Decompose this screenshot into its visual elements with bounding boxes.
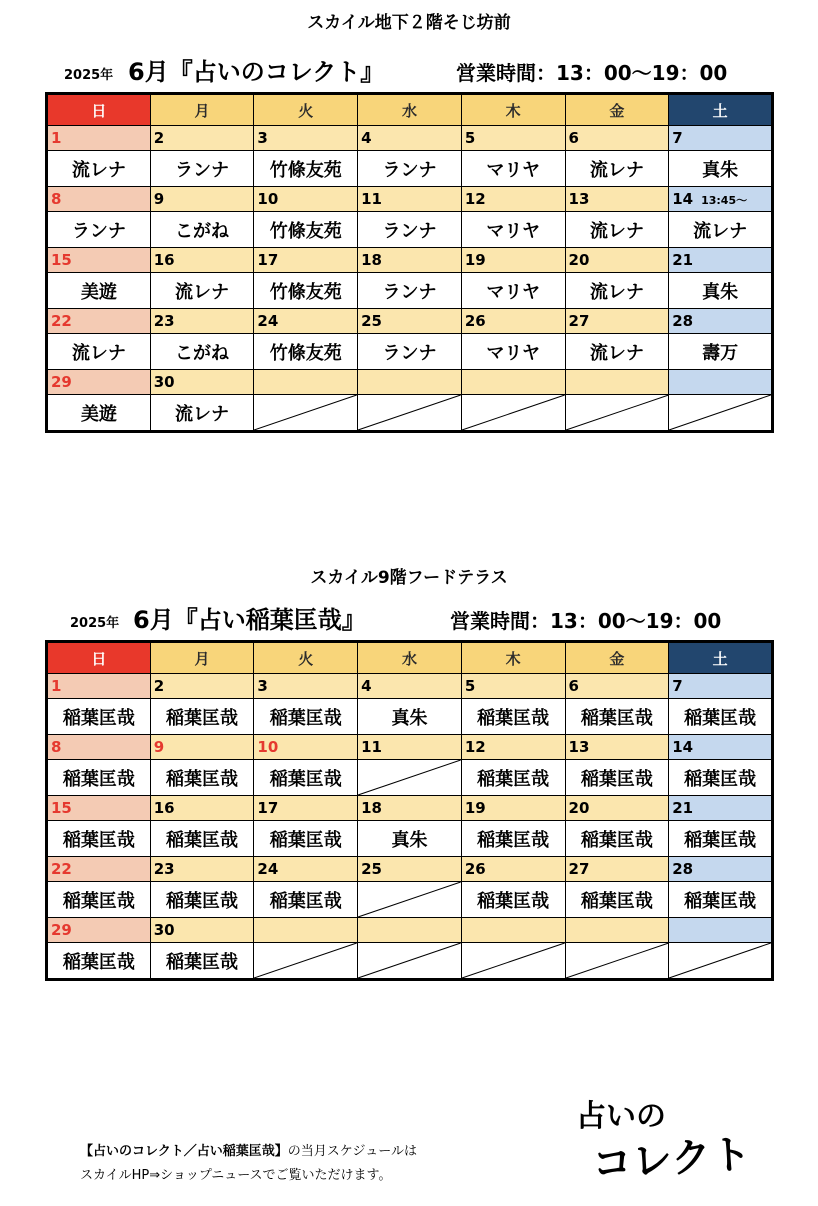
fortune-teller-name: 稲葉匡哉 <box>47 821 151 857</box>
closed-slash-cell <box>254 943 358 980</box>
location-title-2: スカイル9階フードテラス <box>310 568 508 588</box>
schedule-title-2: 6月『占い稲葉匡哉』 <box>133 606 366 634</box>
date-cell: 25 <box>358 309 462 334</box>
weekday-fri: 金 <box>565 642 669 674</box>
date-cell: 15 <box>47 248 151 273</box>
fortune-teller-name: マリヤ <box>461 273 565 309</box>
date-cell: 14 <box>669 735 773 760</box>
logo-text-line-1: 占いの <box>576 1099 666 1134</box>
date-cell-empty <box>461 370 565 395</box>
business-hours-1: 営業時間：13：00〜19：00 <box>456 61 728 85</box>
date-cell: 29 <box>47 918 151 943</box>
fortune-teller-name: 美遊 <box>47 273 151 309</box>
date-row <box>47 126 773 151</box>
date-cell: 20 <box>565 248 669 273</box>
date-cell: 18 <box>358 248 462 273</box>
date-cell: 2 <box>150 674 254 699</box>
weekday-mon: 月 <box>150 94 254 126</box>
date-cell: 16 <box>150 796 254 821</box>
date-cell: 22 <box>47 857 151 882</box>
date-cell: 28 <box>669 309 773 334</box>
date-cell: 6 <box>565 674 669 699</box>
calendar-table-1 <box>45 92 774 433</box>
closed-slash-cell <box>461 395 565 432</box>
date-cell: 8 <box>47 187 151 212</box>
date-cell: 24 <box>254 857 358 882</box>
year-label-1: 2025年 <box>64 68 114 83</box>
date-cell: 13 <box>565 187 669 212</box>
date-cell: 24 <box>254 309 358 334</box>
date-cell: 10 <box>254 187 358 212</box>
weekday-wed: 水 <box>358 94 462 126</box>
fortune-teller-name: 流レナ <box>150 395 254 432</box>
date-cell-holiday: 9 <box>150 735 254 760</box>
footer-line-2: スカイルHP⇒ショップニュースでご覧いただけます。 <box>80 1168 392 1183</box>
closed-slash-cell <box>358 882 462 918</box>
fortune-teller-name: 稲葉匡哉 <box>150 760 254 796</box>
fortune-teller-name: 稲葉匡哉 <box>461 882 565 918</box>
fortune-teller-name: 流レナ <box>150 273 254 309</box>
closed-slash-cell <box>565 943 669 980</box>
fortune-teller-name: 稲葉匡哉 <box>669 882 773 918</box>
fortune-teller-name: 竹條友苑 <box>254 212 358 248</box>
fortune-teller-name: マリヤ <box>461 151 565 187</box>
weekday-sun: 日 <box>47 642 151 674</box>
fortune-teller-name: 稲葉匡哉 <box>150 943 254 980</box>
weekday-thu: 木 <box>461 94 565 126</box>
date-number: 14 <box>672 190 694 208</box>
closed-slash-cell <box>358 395 462 432</box>
fortune-teller-name: ランナ <box>358 273 462 309</box>
date-row <box>47 248 773 273</box>
fortune-teller-name: 稲葉匡哉 <box>461 760 565 796</box>
fortune-teller-name: 流レナ <box>565 212 669 248</box>
schedule-title-1: 6月『占いのコレクト』 <box>128 58 385 86</box>
fortune-teller-name: 流レナ <box>47 334 151 370</box>
date-cell: 23 <box>150 857 254 882</box>
date-cell-empty <box>461 918 565 943</box>
fortune-teller-name: 稲葉匡哉 <box>254 760 358 796</box>
date-row <box>47 918 773 943</box>
fortune-teller-name: 稲葉匡哉 <box>254 882 358 918</box>
name-row <box>47 212 773 248</box>
location-title-1: スカイル地下２階そじ坊前 <box>307 13 511 33</box>
weekday-tue: 火 <box>254 94 358 126</box>
closed-slash-cell <box>358 760 462 796</box>
date-cell: 17 <box>254 796 358 821</box>
date-cell: 3 <box>254 674 358 699</box>
date-cell: 11 <box>358 187 462 212</box>
date-cell: 26 <box>461 309 565 334</box>
date-cell: 9 <box>150 187 254 212</box>
fortune-teller-name: 稲葉匡哉 <box>47 760 151 796</box>
date-cell: 4 <box>358 126 462 151</box>
fortune-teller-name: 真朱 <box>358 699 462 735</box>
fortune-teller-name: 流レナ <box>669 212 773 248</box>
fortune-teller-name: 流レナ <box>565 273 669 309</box>
name-row <box>47 334 773 370</box>
fortune-teller-name: 稲葉匡哉 <box>669 821 773 857</box>
fortune-teller-name: 真朱 <box>358 821 462 857</box>
date-cell-empty <box>358 918 462 943</box>
weekday-thu: 木 <box>461 642 565 674</box>
date-cell-empty <box>254 370 358 395</box>
date-row <box>47 187 773 212</box>
fortune-teller-name: ランナ <box>150 151 254 187</box>
fortune-teller-name: ランナ <box>47 212 151 248</box>
date-cell: 7 <box>669 126 773 151</box>
date-cell: 20 <box>565 796 669 821</box>
date-cell: 21 <box>669 796 773 821</box>
date-cell: 6 <box>565 126 669 151</box>
start-time-note: 13:45〜 <box>701 194 748 207</box>
name-row <box>47 395 773 432</box>
fortune-teller-name: 稲葉匡哉 <box>565 760 669 796</box>
fortune-teller-name: 流レナ <box>565 151 669 187</box>
fortune-teller-name: 美遊 <box>47 395 151 432</box>
fortune-teller-name: 真朱 <box>669 151 773 187</box>
closed-slash-cell <box>358 943 462 980</box>
weekday-mon: 月 <box>150 642 254 674</box>
fortune-teller-name: 稲葉匡哉 <box>150 699 254 735</box>
date-row <box>47 735 773 760</box>
fortune-teller-name: ランナ <box>358 212 462 248</box>
date-cell <box>669 187 773 212</box>
fortune-teller-name: 稲葉匡哉 <box>669 760 773 796</box>
fortune-teller-name: 稲葉匡哉 <box>565 699 669 735</box>
weekday-sat: 土 <box>669 94 773 126</box>
name-row <box>47 699 773 735</box>
fortune-teller-name: ランナ <box>358 151 462 187</box>
weekday-fri: 金 <box>565 94 669 126</box>
fortune-teller-name: 竹條友苑 <box>254 273 358 309</box>
date-cell: 5 <box>461 674 565 699</box>
footer-line-1-rest: の当月スケジュールは <box>287 1144 417 1159</box>
date-cell: 30 <box>150 370 254 395</box>
date-cell: 3 <box>254 126 358 151</box>
fortune-teller-name: 稲葉匡哉 <box>254 699 358 735</box>
business-hours-2: 営業時間：13：00〜19：00 <box>450 609 722 633</box>
date-cell-empty <box>565 918 669 943</box>
date-cell: 4 <box>358 674 462 699</box>
name-row <box>47 943 773 980</box>
date-cell: 15 <box>47 796 151 821</box>
fortune-teller-name: 壽万 <box>669 334 773 370</box>
date-cell: 7 <box>669 674 773 699</box>
date-cell: 2 <box>150 126 254 151</box>
date-row <box>47 370 773 395</box>
date-cell: 27 <box>565 309 669 334</box>
date-cell: 19 <box>461 796 565 821</box>
date-cell: 5 <box>461 126 565 151</box>
calendar-table-2 <box>45 640 774 981</box>
date-cell: 8 <box>47 735 151 760</box>
date-row <box>47 857 773 882</box>
date-cell-empty <box>358 370 462 395</box>
date-cell: 29 <box>47 370 151 395</box>
fortune-teller-name: 稲葉匡哉 <box>47 699 151 735</box>
name-row <box>47 760 773 796</box>
date-cell-empty <box>565 370 669 395</box>
date-cell-empty <box>669 370 773 395</box>
closed-slash-cell <box>669 943 773 980</box>
footer-line-1 <box>80 1140 417 1164</box>
date-cell: 28 <box>669 857 773 882</box>
date-cell: 30 <box>150 918 254 943</box>
date-cell: 1 <box>47 126 151 151</box>
fortune-teller-name: 稲葉匡哉 <box>150 821 254 857</box>
fortune-teller-name: マリヤ <box>461 334 565 370</box>
date-cell: 1 <box>47 674 151 699</box>
date-cell: 11 <box>358 735 462 760</box>
date-row <box>47 796 773 821</box>
date-cell: 13 <box>565 735 669 760</box>
closed-slash-cell <box>254 395 358 432</box>
year-label-2: 2025年 <box>70 616 120 631</box>
fortune-teller-name: 稲葉匡哉 <box>565 882 669 918</box>
weekday-sun: 日 <box>47 94 151 126</box>
date-cell: 25 <box>358 857 462 882</box>
date-cell: 17 <box>254 248 358 273</box>
fortune-teller-name: 稲葉匡哉 <box>47 943 151 980</box>
weekday-header-row <box>47 642 773 674</box>
fortune-teller-name: 稲葉匡哉 <box>669 699 773 735</box>
fortune-teller-name: 稲葉匡哉 <box>461 699 565 735</box>
name-row <box>47 821 773 857</box>
fortune-teller-name: 竹條友苑 <box>254 151 358 187</box>
closed-slash-cell <box>669 395 773 432</box>
date-cell: 19 <box>461 248 565 273</box>
fortune-teller-name: 真朱 <box>669 273 773 309</box>
name-row <box>47 273 773 309</box>
date-cell: 23 <box>150 309 254 334</box>
date-cell: 12 <box>461 735 565 760</box>
fortune-teller-name: 竹條友苑 <box>254 334 358 370</box>
fortune-teller-name: 稲葉匡哉 <box>565 821 669 857</box>
footer-bold-title: 【占いのコレクト／占い稲葉匡哉】 <box>80 1144 288 1159</box>
date-cell: 16 <box>150 248 254 273</box>
date-cell: 18 <box>358 796 462 821</box>
date-cell-holiday: 10 <box>254 735 358 760</box>
date-cell-empty <box>669 918 773 943</box>
name-row <box>47 882 773 918</box>
fortune-teller-name: こがね <box>150 334 254 370</box>
fortune-teller-name: 稲葉匡哉 <box>150 882 254 918</box>
fortune-teller-name: ランナ <box>358 334 462 370</box>
date-cell: 21 <box>669 248 773 273</box>
date-cell: 12 <box>461 187 565 212</box>
logo-text-line-2: コレクト <box>590 1130 753 1189</box>
fortune-teller-name: 流レナ <box>47 151 151 187</box>
name-row <box>47 151 773 187</box>
fortune-teller-name: 稲葉匡哉 <box>47 882 151 918</box>
fortune-teller-name: 流レナ <box>565 334 669 370</box>
date-cell: 22 <box>47 309 151 334</box>
weekday-sat: 土 <box>669 642 773 674</box>
date-row <box>47 674 773 699</box>
date-cell-empty <box>254 918 358 943</box>
weekday-header-row <box>47 94 773 126</box>
footer-note <box>80 1140 417 1188</box>
date-row <box>47 309 773 334</box>
fortune-teller-name: 稲葉匡哉 <box>461 821 565 857</box>
fortune-teller-name: マリヤ <box>461 212 565 248</box>
closed-slash-cell <box>461 943 565 980</box>
weekday-wed: 水 <box>358 642 462 674</box>
date-cell: 26 <box>461 857 565 882</box>
collect-logo <box>572 1090 753 1190</box>
date-cell: 27 <box>565 857 669 882</box>
weekday-tue: 火 <box>254 642 358 674</box>
fortune-teller-name: 稲葉匡哉 <box>254 821 358 857</box>
closed-slash-cell <box>565 395 669 432</box>
fortune-teller-name: こがね <box>150 212 254 248</box>
